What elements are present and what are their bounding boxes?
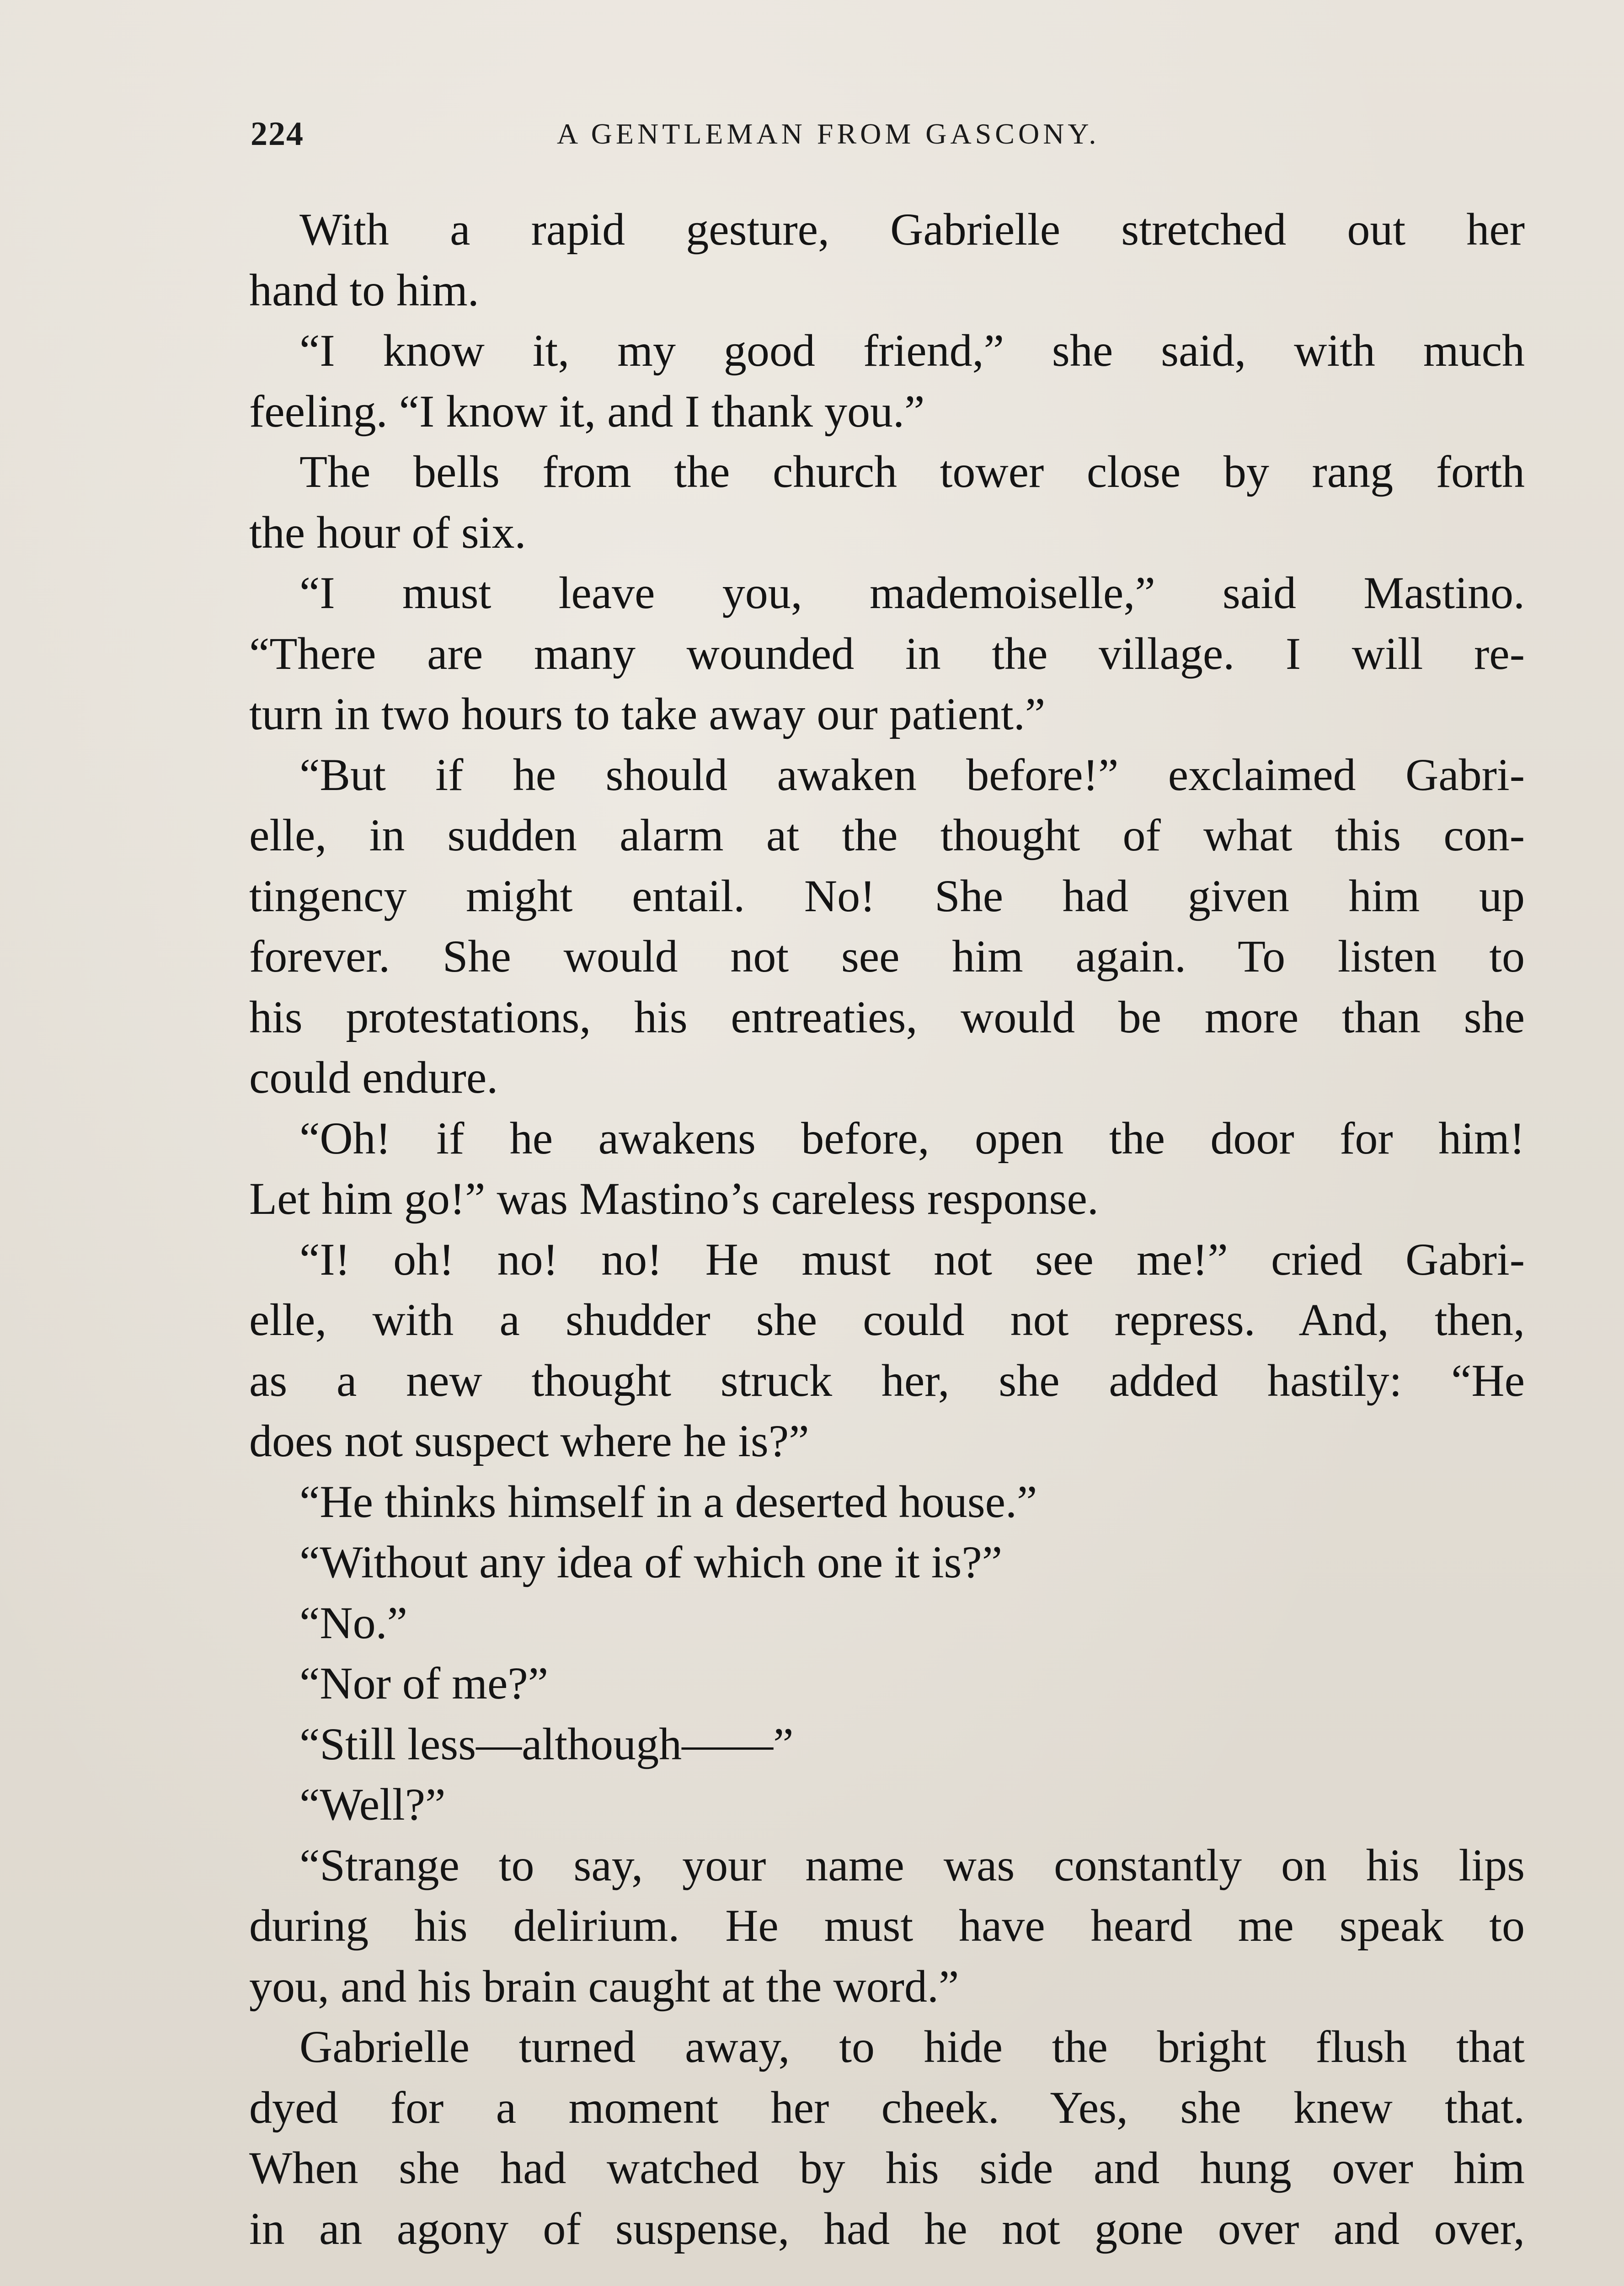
running-title: A GENTLEMAN FROM GASCONY. [557, 118, 1100, 150]
text-line: could endure. [249, 1052, 498, 1103]
text-line: With a rapid gesture, Gabrielle stretched out her [299, 204, 1525, 255]
text-line: his protestations, his entreaties, would be more than she [249, 991, 1525, 1042]
page-header [251, 113, 1229, 155]
text-line: Let him go!” was Mastino’s careless response. [249, 1173, 1099, 1224]
page-number: 224 [251, 115, 304, 153]
text-line: “I must leave you, mademoiselle,” said Mastino. [299, 567, 1525, 618]
text-line: as a new thought struck her, she added hastily: “He [249, 1355, 1525, 1406]
text-line: “No.” [299, 1597, 407, 1648]
text-line: “But if he should awaken before!” exclaimed Gabri- [299, 749, 1525, 800]
text-line: you, and his brain caught at the word.” [249, 1960, 959, 2012]
text-line: “Oh! if he awakens before, open the door for him! [299, 1112, 1525, 1164]
text-line: feeling. “I know it, and I thank you.” [249, 385, 925, 437]
text-line: “I! oh! no! no! He must not see me!” cried Gabri- [299, 1234, 1525, 1285]
text-line: elle, with a shudder she could not repress. And, then, [249, 1294, 1525, 1345]
text-line: “He thinks himself in a deserted house.” [299, 1476, 1037, 1527]
text-line: elle, in sudden alarm at the thought of what this con- [249, 810, 1525, 860]
text-line: during his delirium. He must have heard me speak to [249, 1900, 1525, 1951]
text-line: “I know it, my good friend,” she said, with much [299, 325, 1525, 376]
text-line: “Well?” [299, 1779, 446, 1830]
text-line: hand to him. [249, 264, 479, 315]
text-line: turn in two hours to take away our patient.” [249, 689, 1046, 739]
body-text [249, 199, 1525, 2259]
text-line: “Strange to say, your name was constantly on his lips [299, 1839, 1525, 1891]
text-line: “Still less—although——” [299, 1718, 794, 1769]
text-line: “There are many wounded in the village. I will re- [249, 628, 1525, 679]
text-line: the hour of six. [249, 507, 526, 558]
text-line: in an agony of suspense, had he not gone over and over, [249, 2203, 1525, 2254]
text-line: When she had watched by his side and hung over him [249, 2142, 1525, 2193]
text-line: does not suspect where he is?” [249, 1415, 809, 1466]
text-line: “Without any idea of which one it is?” [299, 1537, 1003, 1587]
text-line: forever. She would not see him again. To listen to [249, 931, 1525, 982]
text-line: Gabrielle turned away, to hide the bright flush that [299, 2021, 1525, 2072]
text-line: tingency might entail. No! She had given him up [249, 870, 1525, 921]
text-line: dyed for a moment her cheek. Yes, she knew that. [249, 2082, 1525, 2133]
text-line: The bells from the church tower close by rang forth [299, 446, 1525, 497]
text-line: “Nor of me?” [299, 1658, 549, 1709]
